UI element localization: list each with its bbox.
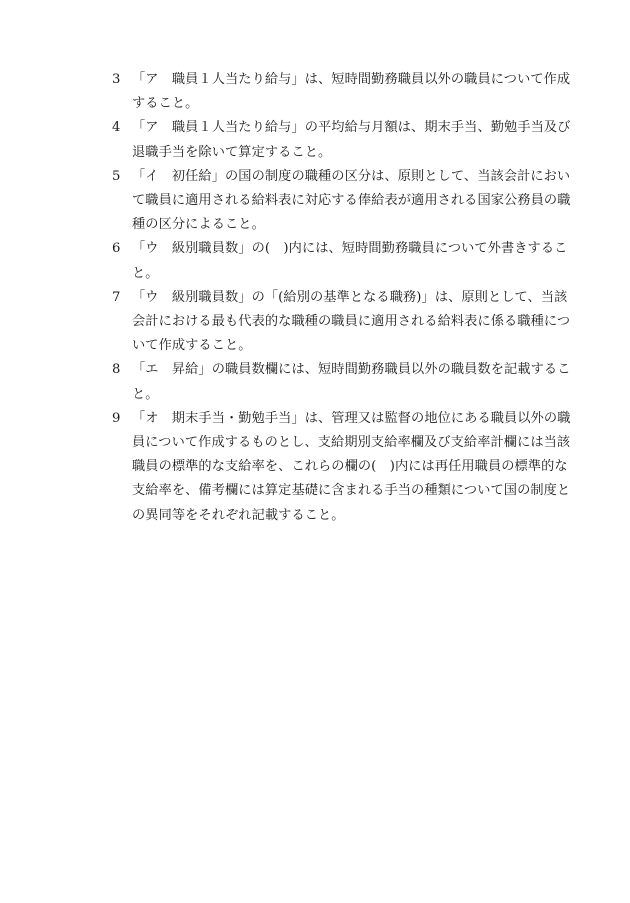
note-item-4 [112, 116, 582, 164]
note-text: 「オ 期末手当・勤勉手当」は、管理又は監督の地位にある職員以外の職 員について作成するものとし、支給期別支給率欄及び支給率計欄には当該 職員の標準的な支給率を、これらの欄の( )内には再任用職員の標準的な 支給率を、備考欄には算定基礎に含まれる手当の種類について国の制度と の異同等をそれぞれ記載すること。 [132, 410, 571, 523]
note-item-5 [112, 165, 582, 238]
note-number: 7 [112, 289, 121, 305]
note-number: 5 [112, 168, 121, 184]
note-item-8 [112, 358, 582, 406]
note-number: 6 [112, 241, 121, 257]
note-number: 3 [112, 72, 121, 87]
note-number: 8 [112, 362, 121, 378]
note-number: 9 [112, 410, 121, 426]
note-item-3 [112, 68, 582, 116]
note-text: 「ア 職員１人当たり給与」は、短時間勤務職員以外の職員について作成 すること。 [132, 72, 571, 112]
note-item-9 [112, 407, 582, 528]
note-number: 4 [112, 120, 121, 136]
note-text: 「エ 昇給」の職員数欄には、短時間勤務職員以外の職員数を記載するこ と。 [132, 362, 571, 402]
note-text: 「イ 初任給」の国の制度の職種の区分は、原則として、当該会計におい て職員に適用される給料表に対応する俸給表が適用される国家公務員の職 種の区分によること。 [132, 168, 571, 233]
notes-list [112, 68, 582, 528]
note-text: 「ウ 級別職員数」の「(給別の基準となる職務)」は、原則として、当該 会計における最も代表的な職種の職員に適用される給料表に係る職種につ いて作成すること。 [132, 289, 571, 354]
note-text: 「ウ 級別職員数」の( )内には、短時間勤務職員について外書きするこ と。 [132, 241, 568, 281]
note-item-6 [112, 237, 582, 285]
note-text: 「ア 職員１人当たり給与」の平均給与月額は、期末手当、勤勉手当及び 退職手当を除いて算定すること。 [132, 120, 571, 160]
note-item-7 [112, 286, 582, 359]
